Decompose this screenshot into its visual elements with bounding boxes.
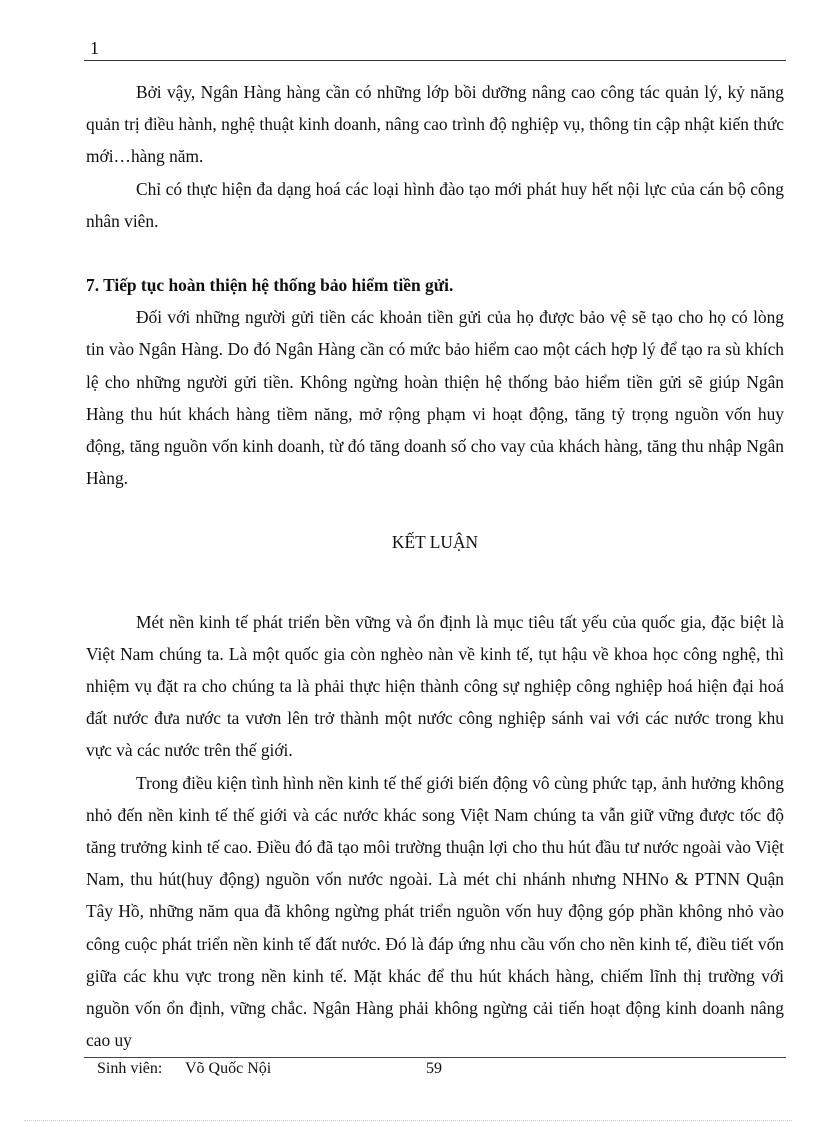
paragraph-conclusion-2: Trong điều kiện tình hình nền kinh tế thế giới biến động vô cùng phức tạp, ảnh hưởng không nhỏ đến nền kinh tế thế giới và các nước khác song Việt Nam chúng ta vẫn giữ vững được tốc độ tăng trưởng kinh tế cao. Điều đó đã tạo môi trường thuận lợi cho thu hút đầu tư nước ngoài vào Việt Nam, thu hút(huy động) nguồn vốn nước ngoài. Là mét chi nhánh nhưng NHNo & PTNN Quận Tây Hồ, những năm qua đã không ngừng phát triển nguồn vốn huy động góp phần không nhỏ vào công cuộc phát triển nền kinh tế đất nước. Đó là đáp ứng nhu cầu vốn cho nền kinh tế, điều tiết vốn giữa các khu vực trong nền kinh tế. Mặt khác để thu hút khách hàng, chiếm lĩnh thị trường với nguồn vốn ổn định, vững chắc. Ngân Hàng phải không ngừng cải tiến hoạt động kinh doanh nâng cao uy xyxy=(86,772,784,1051)
header-page-number: 1 xyxy=(90,38,99,58)
section-spacer xyxy=(86,237,784,269)
footer-page-number: 59 xyxy=(426,1060,442,1077)
conclusion-title: KẾT LUẬN xyxy=(391,532,479,553)
paragraph-conclusion-1: Mét nền kinh tế phát triển bền vững và ổn định là mục tiêu tất yếu của quốc gia, đặc biệt là Việt Nam chúng ta. Là một quốc gia còn nghèo nàn về kinh tế, tụt hậu về khoa học công nghệ, thì nhiệm vụ đặt ra cho chúng ta là phải thực hiện thành công sự nghiệp công nghiệp hoá hiện đại hoá đất nước đưa nước ta vươn lên trở thành một nước công nghiệp sánh vai với các nước trong khu vực và các nước trên thế giới. xyxy=(86,611,784,761)
header-divider xyxy=(84,60,786,61)
footer-divider xyxy=(84,1057,786,1058)
footer-student-label: Sinh viên: xyxy=(97,1060,163,1077)
section-heading: 7. Tiếp tục hoàn thiện hệ thống bảo hiểm tiền gửi. xyxy=(86,275,454,296)
paragraph-training: Bởi vậy, Ngân Hàng hàng cần có những lớp bồi dưỡng nâng cao công tác quản lý, kỷ năng quản trị điều hành, nghệ thuật kinh doanh, nâng cao trình độ nghiệp vụ, thông tin cập nhật kiến thức mới…hàng năm. xyxy=(86,82,784,167)
paragraph-deposit-insurance: Đối với những người gửi tiền các khoản tiền gửi của họ được bảo vệ sẽ tạo cho họ có lòng tin vào Ngân Hàng. Do đó Ngân Hàng cần có mức bảo hiểm cao một cách hợp lý để tạo ra sù khích lệ cho những người gửi tiền. Không ngừng hoàn thiện hệ thống bảo hiểm tiền gửi sẽ giúp Ngân Hàng thu hút khách hàng tiềm năng, mở rộng phạm vi hoạt động, tăng tỷ trọng nguồn vốn huy động, tăng nguồn vốn kinh doanh, từ đó tăng doanh số cho vay của khách hàng, tăng thu nhập Ngân Hàng. xyxy=(86,307,784,489)
section-spacer xyxy=(86,494,784,526)
footer-student-name: Võ Quốc Nội xyxy=(185,1060,272,1077)
paragraph-diversify-training: Chỉ có thực hiện đa dạng hoá các loại hình đào tạo mới phát huy hết nội lực của cán bộ công nhân viên. xyxy=(86,178,784,231)
section-spacer xyxy=(86,559,784,606)
document-body xyxy=(86,76,784,1056)
page-bottom-border xyxy=(24,1120,792,1121)
